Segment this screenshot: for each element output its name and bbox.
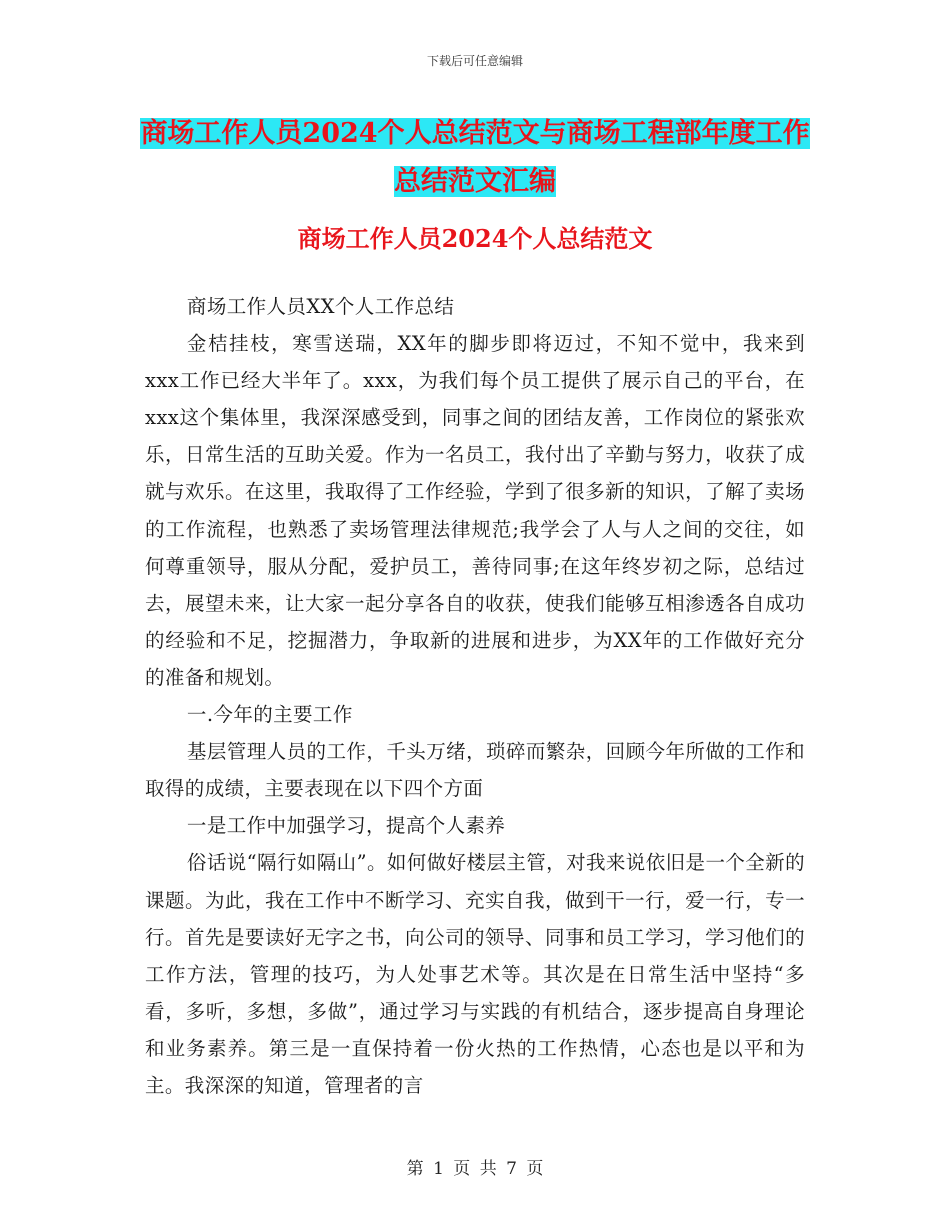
body-paragraph: 基层管理人员的工作，千头万绪，琐碎而繁杂，回顾今年所做的工作和取得的成绩，主要表现在以下四个方面 (145, 740, 805, 801)
body-paragraph: 俗话说“隔行如隔山”。如何做好楼层主管，对我来说依旧是一个全新的课题。为此，我在工作中不断学习、充实自我，做到干一行，爱一行，专一行。首先是要读好无字之书，向公司的领导、同事和员工学习，学习他们的工作方法，管理的技巧，为人处事艺术等。其次是在日常生活中坚持“多看，多听，多想，多做”，通过学习与实践的有机结合，逐步提高自身理论和业务素养。第三是一直保持着一份火热的工作热情，心态也是以平和为主。我深深的知道，管理者的言 (145, 851, 805, 1097)
document-title (140, 110, 810, 206)
page-footer: 第 1 页 共 7 页 (406, 1159, 544, 1179)
body-paragraph: 一.今年的主要工作 (186, 703, 353, 727)
body-paragraph: 一是工作中加强学习，提高个人素养 (186, 814, 506, 838)
body-paragraph: 商场工作人员XX个人工作总结 (186, 295, 455, 318)
header-note: 下载后可任意编辑 (426, 54, 523, 68)
document-body (145, 288, 805, 1104)
section-title: 商场工作人员2024个人总结范文 (297, 224, 653, 253)
document-title-text: 商场工作人员2024个人总结范文与商场工程部年度工作总结范文汇编 (140, 118, 810, 197)
body-paragraph: 金桔挂枝，寒雪送瑞，XX年的脚步即将迈过，不知不觉中，我来到xxx工作已经大半年了。xxx，为我们每个员工提供了展示自己的平台，在xxx这个集体里，我深深感受到，同事之间的团结友善，工作岗位的紧张欢乐，日常生活的互助关爱。作为一名员工，我付出了辛勤与努力，收获了成就与欢乐。在这里，我取得了工作经验，学到了很多新的知识，了解了卖场的工作流程，也熟悉了卖场管理法律规范;我学会了人与人之间的交往，如何尊重领导，服从分配，爱护员工，善待同事;在这年终岁初之际，总结过去，展望未来，让大家一起分享各自的收获，使我们能够互相渗透各自成功的经验和不足，挖掘潜力，争取新的进展和进步，为XX年的工作做好充分的准备和规划。 (145, 332, 805, 689)
